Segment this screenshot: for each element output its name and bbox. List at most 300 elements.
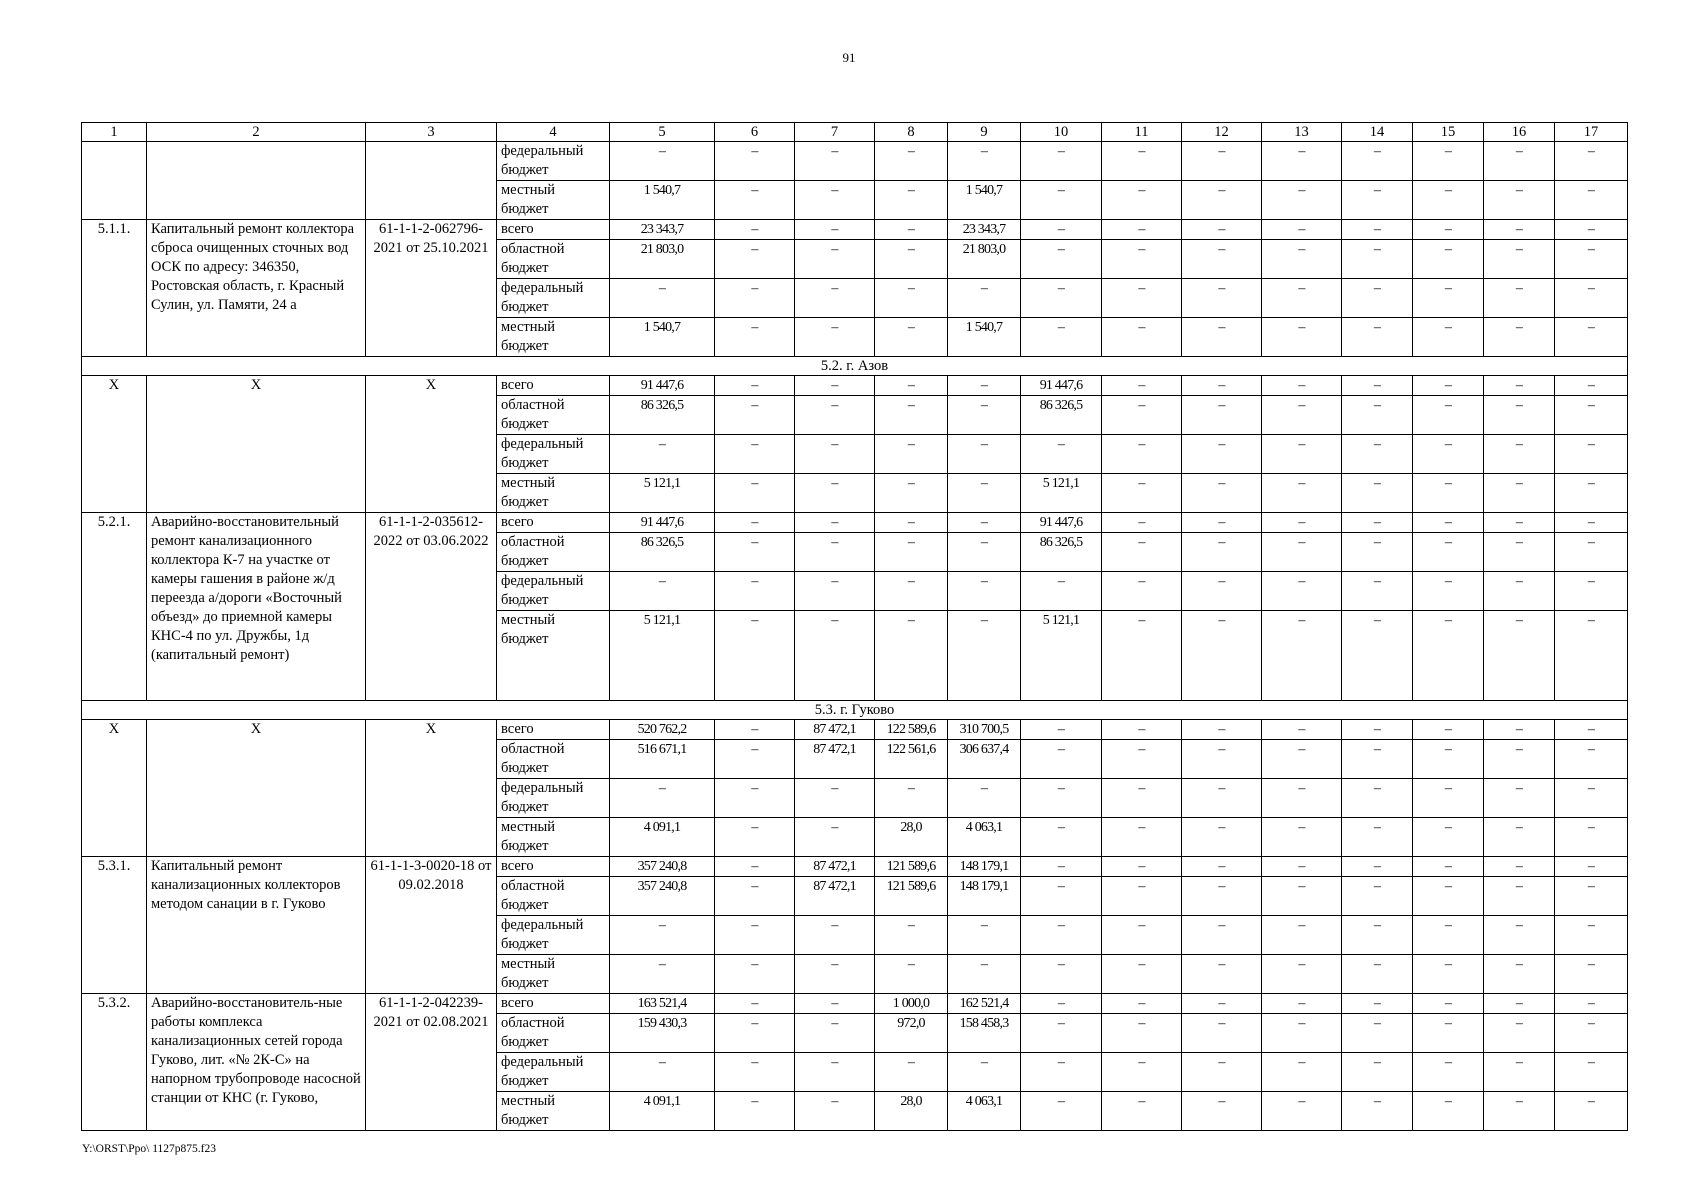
value-col-9: – (948, 916, 1021, 955)
item-code: X (82, 376, 147, 513)
value-col-6: – (715, 240, 795, 279)
item-code: 5.3.2. (82, 994, 147, 1131)
document-number: 61-1-1-2-035612-2022 от 03.06.2022 (366, 513, 497, 701)
value-col-5: 516 671,1 (610, 740, 715, 779)
value-col-16: – (1484, 720, 1555, 740)
value-col-14: – (1342, 779, 1413, 818)
value-col-9: – (948, 779, 1021, 818)
value-col-9: 306 637,4 (948, 740, 1021, 779)
value-col-11: – (1102, 955, 1182, 994)
column-header-13: 13 (1262, 123, 1342, 142)
value-col-11: – (1102, 779, 1182, 818)
value-col-14: – (1342, 279, 1413, 318)
funding-source: всего (497, 376, 610, 396)
value-col-8: – (875, 396, 948, 435)
value-col-10: – (1021, 720, 1102, 740)
value-col-7: – (795, 181, 875, 220)
value-col-5: 86 326,5 (610, 396, 715, 435)
value-col-17: – (1555, 240, 1628, 279)
value-col-13: – (1262, 396, 1342, 435)
value-col-11: – (1102, 533, 1182, 572)
value-col-5: 520 762,2 (610, 720, 715, 740)
value-col-5: 163 521,4 (610, 994, 715, 1014)
value-col-16: – (1484, 318, 1555, 357)
value-col-10: 86 326,5 (1021, 396, 1102, 435)
value-col-8: – (875, 279, 948, 318)
value-col-8: 121 589,6 (875, 857, 948, 877)
value-col-8: – (875, 611, 948, 701)
value-col-16: – (1484, 376, 1555, 396)
value-col-13: – (1262, 240, 1342, 279)
funding-source: местный бюджет (497, 818, 610, 857)
value-col-15: – (1413, 916, 1484, 955)
funding-source: местный бюджет (497, 611, 610, 701)
value-col-11: – (1102, 1092, 1182, 1131)
funding-source: областной бюджет (497, 877, 610, 916)
funding-source: местный бюджет (497, 318, 610, 357)
column-header-10: 10 (1021, 123, 1102, 142)
value-col-7: – (795, 376, 875, 396)
value-col-13: – (1262, 818, 1342, 857)
item-code: 5.2.1. (82, 513, 147, 701)
funding-source: всего (497, 994, 610, 1014)
value-col-16: – (1484, 611, 1555, 701)
item-code: X (82, 720, 147, 857)
value-col-9: – (948, 572, 1021, 611)
value-col-14: – (1342, 181, 1413, 220)
value-col-14: – (1342, 435, 1413, 474)
value-col-16: – (1484, 857, 1555, 877)
value-col-6: – (715, 857, 795, 877)
value-col-11: – (1102, 916, 1182, 955)
value-col-11: – (1102, 435, 1182, 474)
value-col-16: – (1484, 818, 1555, 857)
value-col-11: – (1102, 720, 1182, 740)
funding-source: всего (497, 220, 610, 240)
value-col-12: – (1182, 279, 1262, 318)
value-col-15: – (1413, 396, 1484, 435)
value-col-5: – (610, 916, 715, 955)
value-col-10: 91 447,6 (1021, 513, 1102, 533)
value-col-7: – (795, 474, 875, 513)
funding-source: федеральный бюджет (497, 435, 610, 474)
value-col-10: – (1021, 572, 1102, 611)
value-col-7: – (795, 611, 875, 701)
value-col-11: – (1102, 1053, 1182, 1092)
item-name: Капитальный ремонт коллектора сброса очищенных сточных вод ОСК по адресу: 346350, Ростовская область, г. Красный Сулин, ул. Памяти, 24 а (147, 220, 366, 357)
value-col-8: – (875, 142, 948, 181)
value-col-16: – (1484, 1014, 1555, 1053)
value-col-7: – (795, 1092, 875, 1131)
funding-source: областной бюджет (497, 1014, 610, 1053)
header-row (82, 123, 1628, 142)
document-number: X (366, 376, 497, 513)
value-col-6: – (715, 435, 795, 474)
value-col-9: 162 521,4 (948, 994, 1021, 1014)
value-col-13: – (1262, 1092, 1342, 1131)
value-col-9: – (948, 474, 1021, 513)
value-col-6: – (715, 877, 795, 916)
page-number: 91 (842, 50, 856, 65)
value-col-5: 4 091,1 (610, 1092, 715, 1131)
value-col-17: – (1555, 877, 1628, 916)
value-col-8: – (875, 955, 948, 994)
funding-source: федеральный бюджет (497, 572, 610, 611)
value-col-16: – (1484, 533, 1555, 572)
value-col-11: – (1102, 474, 1182, 513)
value-col-16: – (1484, 994, 1555, 1014)
value-col-7: – (795, 435, 875, 474)
value-col-16: – (1484, 955, 1555, 994)
value-col-12: – (1182, 435, 1262, 474)
value-col-7: – (795, 396, 875, 435)
item-name: X (147, 376, 366, 513)
value-col-9: – (948, 611, 1021, 701)
value-col-12: – (1182, 916, 1262, 955)
value-col-13: – (1262, 779, 1342, 818)
value-col-8: – (875, 220, 948, 240)
value-col-8: – (875, 572, 948, 611)
value-col-17: – (1555, 376, 1628, 396)
item-name (147, 142, 366, 220)
value-col-17: – (1555, 720, 1628, 740)
value-col-8: – (875, 318, 948, 357)
value-col-10: – (1021, 779, 1102, 818)
value-col-17: – (1555, 1092, 1628, 1131)
value-col-17: – (1555, 1014, 1628, 1053)
value-col-10: – (1021, 240, 1102, 279)
value-col-13: – (1262, 877, 1342, 916)
value-col-13: – (1262, 435, 1342, 474)
value-col-11: – (1102, 857, 1182, 877)
value-col-12: – (1182, 877, 1262, 916)
value-col-15: – (1413, 611, 1484, 701)
value-col-12: – (1182, 1092, 1262, 1131)
column-header-6: 6 (715, 123, 795, 142)
column-header-1: 1 (82, 123, 147, 142)
section-title: 5.2. г. Азов (82, 357, 1628, 376)
value-col-6: – (715, 572, 795, 611)
column-header-11: 11 (1102, 123, 1182, 142)
value-col-17: – (1555, 220, 1628, 240)
value-col-11: – (1102, 220, 1182, 240)
value-col-6: – (715, 720, 795, 740)
value-col-8: – (875, 376, 948, 396)
value-col-11: – (1102, 181, 1182, 220)
value-col-5: 91 447,6 (610, 376, 715, 396)
value-col-15: – (1413, 720, 1484, 740)
value-col-8: – (875, 240, 948, 279)
value-col-14: – (1342, 720, 1413, 740)
value-col-15: – (1413, 181, 1484, 220)
value-col-17: – (1555, 513, 1628, 533)
value-col-13: – (1262, 220, 1342, 240)
value-col-5: – (610, 1053, 715, 1092)
value-col-13: – (1262, 994, 1342, 1014)
value-col-17: – (1555, 279, 1628, 318)
value-col-14: – (1342, 396, 1413, 435)
value-col-5: 4 091,1 (610, 818, 715, 857)
value-col-13: – (1262, 740, 1342, 779)
item-name: Аварийно-восстановительный ремонт канализационного коллектора К-7 на участке от камеры гашения в районе ж/д переезда а/дороги «Восточный объезд» до приемной камеры КНС-4 по ул. Дружбы, 1д (капитальный ремонт) (147, 513, 366, 701)
item-code: 5.3.1. (82, 857, 147, 994)
value-col-6: – (715, 955, 795, 994)
value-col-15: – (1413, 955, 1484, 994)
value-col-6: – (715, 181, 795, 220)
value-col-6: – (715, 513, 795, 533)
value-col-17: – (1555, 994, 1628, 1014)
value-col-17: – (1555, 611, 1628, 701)
value-col-9: 4 063,1 (948, 818, 1021, 857)
value-col-15: – (1413, 994, 1484, 1014)
footer-file-path: Y:\ORST\Ppo\ 1127p875.f23 (82, 1143, 216, 1155)
value-col-11: – (1102, 513, 1182, 533)
value-col-7: – (795, 220, 875, 240)
value-col-11: – (1102, 240, 1182, 279)
value-col-7: – (795, 142, 875, 181)
value-col-9: 148 179,1 (948, 877, 1021, 916)
table-row (82, 376, 1628, 396)
value-col-17: – (1555, 740, 1628, 779)
value-col-12: – (1182, 376, 1262, 396)
funding-source: местный бюджет (497, 1092, 610, 1131)
value-col-15: – (1413, 435, 1484, 474)
value-col-13: – (1262, 720, 1342, 740)
value-col-6: – (715, 474, 795, 513)
document-number (366, 142, 497, 220)
value-col-16: – (1484, 396, 1555, 435)
value-col-16: – (1484, 779, 1555, 818)
item-name: X (147, 720, 366, 857)
value-col-11: – (1102, 818, 1182, 857)
value-col-8: – (875, 533, 948, 572)
value-col-11: – (1102, 740, 1182, 779)
column-header-16: 16 (1484, 123, 1555, 142)
value-col-15: – (1413, 1053, 1484, 1092)
column-header-8: 8 (875, 123, 948, 142)
value-col-14: – (1342, 877, 1413, 916)
item-code (82, 142, 147, 220)
column-header-9: 9 (948, 123, 1021, 142)
value-col-11: – (1102, 1014, 1182, 1053)
value-col-13: – (1262, 474, 1342, 513)
column-header-15: 15 (1413, 123, 1484, 142)
value-col-15: – (1413, 318, 1484, 357)
value-col-11: – (1102, 572, 1182, 611)
value-col-10: – (1021, 994, 1102, 1014)
value-col-11: – (1102, 611, 1182, 701)
value-col-7: – (795, 1014, 875, 1053)
value-col-9: 23 343,7 (948, 220, 1021, 240)
value-col-5: 357 240,8 (610, 857, 715, 877)
value-col-5: 357 240,8 (610, 877, 715, 916)
value-col-16: – (1484, 220, 1555, 240)
column-header-7: 7 (795, 123, 875, 142)
value-col-12: – (1182, 513, 1262, 533)
value-col-10: – (1021, 435, 1102, 474)
value-col-13: – (1262, 376, 1342, 396)
value-col-10: 91 447,6 (1021, 376, 1102, 396)
value-col-7: 87 472,1 (795, 857, 875, 877)
value-col-9: – (948, 435, 1021, 474)
item-code: 5.1.1. (82, 220, 147, 357)
funding-source: всего (497, 857, 610, 877)
value-col-15: – (1413, 1014, 1484, 1053)
value-col-17: – (1555, 1053, 1628, 1092)
value-col-15: – (1413, 877, 1484, 916)
value-col-17: – (1555, 396, 1628, 435)
value-col-10: 86 326,5 (1021, 533, 1102, 572)
value-col-5: – (610, 435, 715, 474)
table-row (82, 513, 1628, 533)
value-col-16: – (1484, 279, 1555, 318)
value-col-6: – (715, 1053, 795, 1092)
value-col-8: – (875, 779, 948, 818)
value-col-12: – (1182, 818, 1262, 857)
value-col-6: – (715, 779, 795, 818)
value-col-12: – (1182, 533, 1262, 572)
value-col-7: – (795, 818, 875, 857)
value-col-12: – (1182, 240, 1262, 279)
value-col-12: – (1182, 572, 1262, 611)
value-col-7: – (795, 955, 875, 994)
document-number: 61-1-1-3-0020-18 от 09.02.2018 (366, 857, 497, 994)
value-col-6: – (715, 396, 795, 435)
value-col-15: – (1413, 220, 1484, 240)
value-col-12: – (1182, 318, 1262, 357)
value-col-6: – (715, 1014, 795, 1053)
value-col-17: – (1555, 318, 1628, 357)
value-col-13: – (1262, 318, 1342, 357)
value-col-5: 23 343,7 (610, 220, 715, 240)
value-col-8: – (875, 1053, 948, 1092)
value-col-6: – (715, 318, 795, 357)
value-col-10: – (1021, 181, 1102, 220)
funding-source: областной бюджет (497, 396, 610, 435)
value-col-9: 148 179,1 (948, 857, 1021, 877)
value-col-13: – (1262, 279, 1342, 318)
value-col-10: – (1021, 318, 1102, 357)
value-col-10: 5 121,1 (1021, 474, 1102, 513)
value-col-7: 87 472,1 (795, 720, 875, 740)
value-col-15: – (1413, 240, 1484, 279)
value-col-9: – (948, 533, 1021, 572)
value-col-8: – (875, 474, 948, 513)
document-number: X (366, 720, 497, 857)
value-col-5: – (610, 955, 715, 994)
value-col-12: – (1182, 220, 1262, 240)
value-col-15: – (1413, 572, 1484, 611)
funding-source: федеральный бюджет (497, 142, 610, 181)
value-col-7: – (795, 779, 875, 818)
funding-source: федеральный бюджет (497, 279, 610, 318)
value-col-8: – (875, 181, 948, 220)
value-col-15: – (1413, 533, 1484, 572)
value-col-10: – (1021, 955, 1102, 994)
value-col-5: 86 326,5 (610, 533, 715, 572)
column-header-5: 5 (610, 123, 715, 142)
value-col-13: – (1262, 533, 1342, 572)
value-col-10: – (1021, 916, 1102, 955)
value-col-14: – (1342, 376, 1413, 396)
section-row (82, 357, 1628, 376)
value-col-9: 310 700,5 (948, 720, 1021, 740)
value-col-14: – (1342, 240, 1413, 279)
value-col-13: – (1262, 572, 1342, 611)
value-col-5: 159 430,3 (610, 1014, 715, 1053)
value-col-15: – (1413, 474, 1484, 513)
column-header-14: 14 (1342, 123, 1413, 142)
funding-source: местный бюджет (497, 474, 610, 513)
value-col-8: 122 561,6 (875, 740, 948, 779)
value-col-9: – (948, 513, 1021, 533)
value-col-13: – (1262, 857, 1342, 877)
value-col-16: – (1484, 916, 1555, 955)
table-row (82, 994, 1628, 1014)
column-header-3: 3 (366, 123, 497, 142)
value-col-14: – (1342, 318, 1413, 357)
value-col-12: – (1182, 955, 1262, 994)
table-body (82, 123, 1628, 1131)
value-col-11: – (1102, 994, 1182, 1014)
table-row (82, 720, 1628, 740)
value-col-17: – (1555, 818, 1628, 857)
value-col-17: – (1555, 533, 1628, 572)
value-col-15: – (1413, 513, 1484, 533)
value-col-13: – (1262, 513, 1342, 533)
value-col-15: – (1413, 740, 1484, 779)
value-col-13: – (1262, 611, 1342, 701)
value-col-10: – (1021, 877, 1102, 916)
value-col-17: – (1555, 181, 1628, 220)
value-col-5: – (610, 779, 715, 818)
value-col-12: – (1182, 142, 1262, 181)
value-col-14: – (1342, 513, 1413, 533)
value-col-17: – (1555, 857, 1628, 877)
value-col-9: – (948, 955, 1021, 994)
value-col-9: 1 540,7 (948, 181, 1021, 220)
value-col-16: – (1484, 877, 1555, 916)
value-col-16: – (1484, 181, 1555, 220)
value-col-10: – (1021, 740, 1102, 779)
value-col-12: – (1182, 720, 1262, 740)
value-col-16: – (1484, 572, 1555, 611)
value-col-17: – (1555, 572, 1628, 611)
funding-source: областной бюджет (497, 240, 610, 279)
item-name: Капитальный ремонт канализационных коллекторов методом санации в г. Гуково (147, 857, 366, 994)
funding-source: областной бюджет (497, 533, 610, 572)
value-col-14: – (1342, 1014, 1413, 1053)
value-col-8: 28,0 (875, 1092, 948, 1131)
column-header-4: 4 (497, 123, 610, 142)
value-col-5: – (610, 142, 715, 181)
value-col-9: – (948, 1053, 1021, 1092)
item-name: Аварийно-восстановитель-ные работы комплекса канализационных сетей города Гуково, лит. «№ 2К-С» на напорном трубопроводе насосной станции от КНС (г. Гуково, (147, 994, 366, 1131)
value-col-16: – (1484, 435, 1555, 474)
value-col-14: – (1342, 611, 1413, 701)
funding-source: всего (497, 720, 610, 740)
value-col-14: – (1342, 740, 1413, 779)
value-col-15: – (1413, 779, 1484, 818)
value-col-14: – (1342, 994, 1413, 1014)
value-col-6: – (715, 220, 795, 240)
value-col-10: 5 121,1 (1021, 611, 1102, 701)
value-col-12: – (1182, 611, 1262, 701)
value-col-11: – (1102, 318, 1182, 357)
value-col-16: – (1484, 740, 1555, 779)
value-col-14: – (1342, 857, 1413, 877)
value-col-12: – (1182, 994, 1262, 1014)
